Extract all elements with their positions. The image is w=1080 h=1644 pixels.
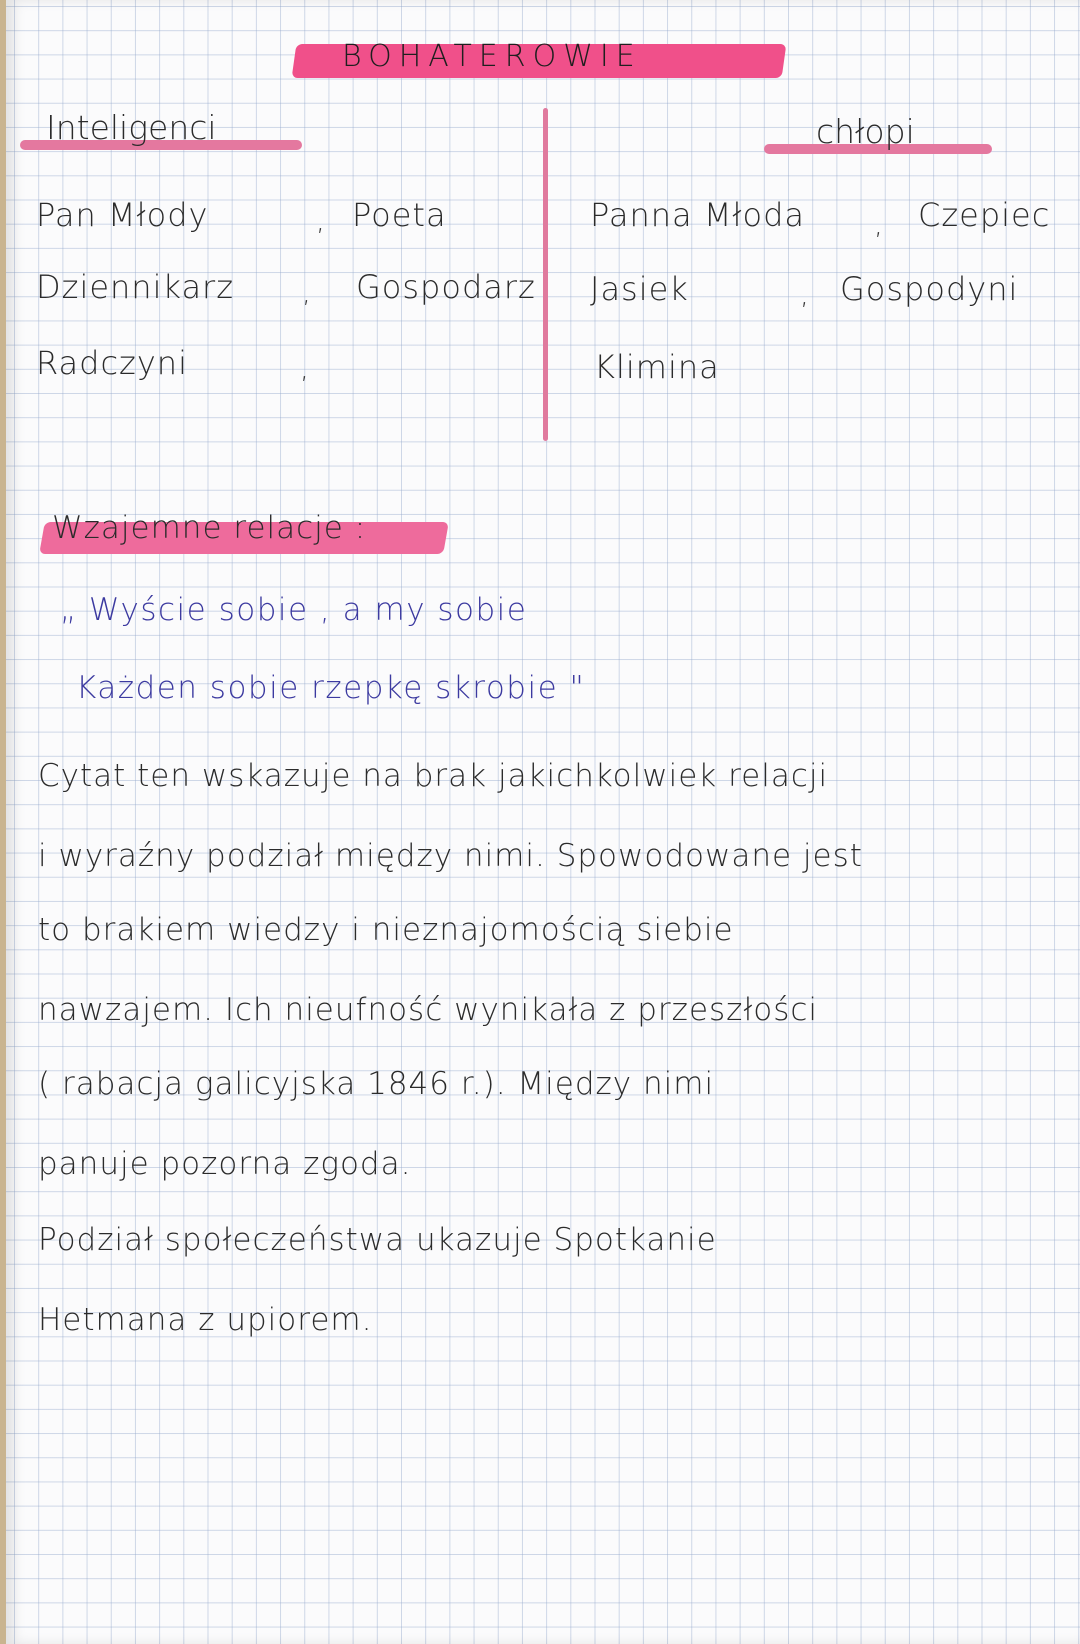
left-name: Gospodarz — [356, 268, 536, 306]
right-column-heading: chłopi — [816, 112, 915, 151]
right-name: Klimina — [594, 348, 720, 386]
left-name: Pan Młody — [36, 196, 209, 234]
left-name: Poeta — [352, 196, 447, 234]
paragraph-line: Hetmana z upiorem. — [38, 1302, 373, 1338]
separator-comma: , — [300, 352, 309, 385]
right-name: Gospodyni — [840, 270, 1019, 308]
quote-line: „ Wyście sobie , a my sobie — [60, 592, 528, 628]
notebook-page — [6, 0, 1080, 1644]
paragraph-line: Cytat ten wskazuje na brak jakichkolwiek relacji — [38, 758, 829, 794]
separator-comma: , — [874, 208, 883, 241]
left-column-heading: Inteligenci — [46, 108, 217, 147]
paragraph-line: i wyraźny podział między nimi. Spowodowane jest — [38, 838, 863, 874]
right-name: Czepiec — [918, 196, 1051, 234]
column-divider — [543, 108, 548, 441]
separator-comma: , — [800, 278, 809, 311]
right-name: Jasiek — [590, 270, 689, 308]
right-name: Panna Młoda — [590, 196, 806, 234]
separator-comma: , — [302, 276, 311, 309]
paragraph-line: nawzajem. Ich nieufność wynikała z przeszłości — [38, 992, 819, 1028]
paragraph-line: Podział społeczeństwa ukazuje Spotkanie — [38, 1222, 717, 1258]
paragraph-line: ( rabacja galicyjska 1846 r.). Między nimi — [38, 1066, 715, 1102]
separator-comma: , — [316, 204, 325, 237]
page-title: BOHATEROWIE — [342, 39, 642, 74]
paragraph-line: panuje pozorna zgoda. — [38, 1146, 412, 1182]
paragraph-line: to brakiem wiedzy i nieznajomością siebie — [38, 912, 734, 948]
quote-line: Każden sobie rzepkę skrobie " — [76, 670, 586, 706]
left-name: Dziennikarz — [36, 268, 234, 306]
left-name: Radczyni — [36, 344, 188, 382]
relations-heading: Wzajemne relacje : — [52, 510, 367, 546]
